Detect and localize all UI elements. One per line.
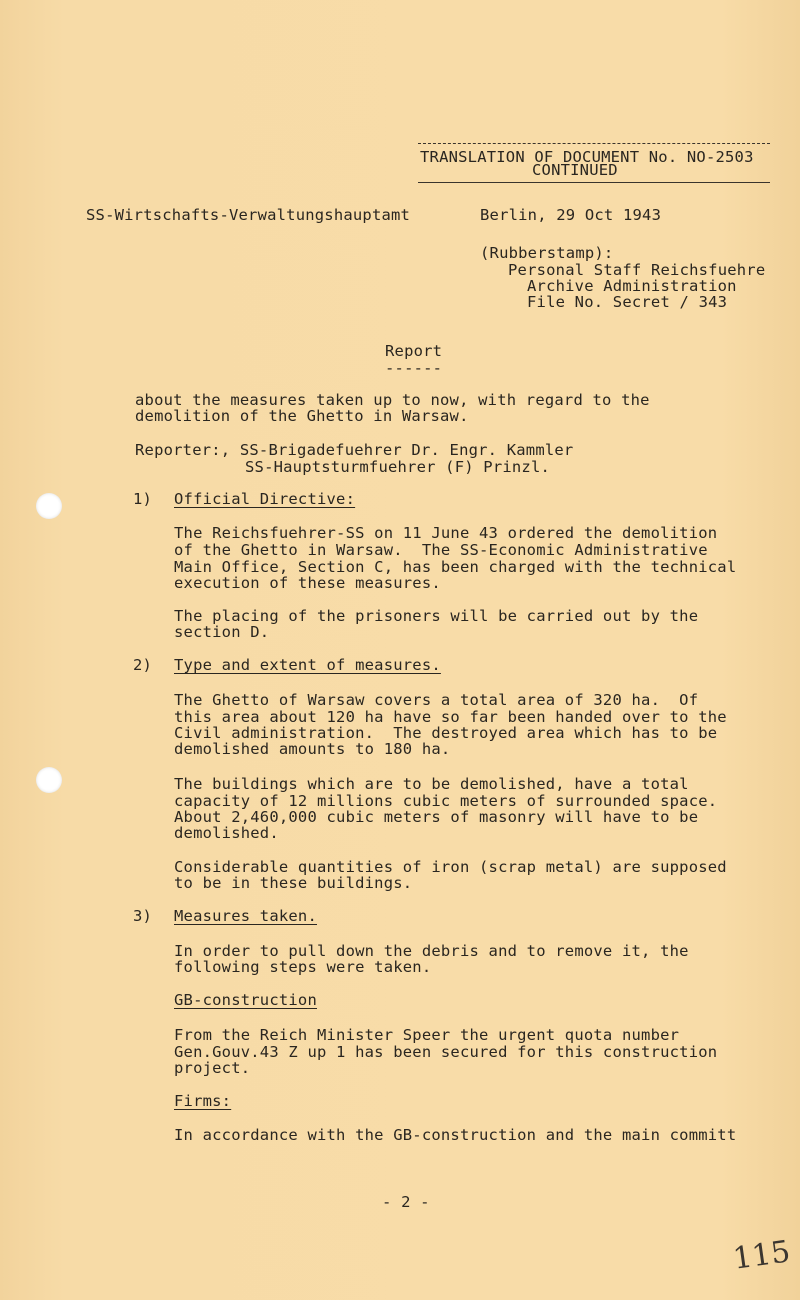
section-2-p1-line-2: this area about 120 ha have so far been handed over to the (174, 708, 727, 726)
section-2-p1-line-3: Civil administration. The destroyed area which has to be (174, 724, 718, 742)
punch-hole-lower (36, 767, 62, 793)
report-subject-line-2: demolition of the Ghetto in Warsaw. (135, 407, 469, 425)
section-2-p2-line-4: demolished. (174, 824, 279, 842)
section-3-p1-line-2: following steps were taken. (174, 958, 432, 976)
section-2-p3-line-1: Considerable quantities of iron (scrap metal) are supposed (174, 858, 727, 876)
document-title-continued: CONTINUED (532, 161, 618, 179)
document-title: TRANSLATION OF DOCUMENT No. NO-2503 (420, 148, 754, 166)
stamp-archive: Archive Administration (527, 277, 737, 295)
section-2-title: Type and extent of measures. (174, 656, 441, 674)
section-3-number: 3) (133, 907, 153, 925)
section-1-p2-line-2: section D. (174, 623, 270, 641)
page-number: - 2 - (382, 1193, 430, 1211)
stamp-staff: Personal Staff Reichsfuehre (508, 261, 766, 279)
firms-line-1: In accordance with the GB-construction and the main committ (174, 1126, 737, 1144)
stamp-label: (Rubberstamp): (480, 244, 614, 262)
gb-construction-line-2: Gen.Gouv.43 Z up 1 has been secured for this construction (174, 1043, 718, 1061)
sender-office: SS-Wirtschafts-Verwaltungshauptamt (86, 206, 411, 224)
section-1-title: Official Directive: (174, 490, 356, 508)
section-1-p2-line-1: The placing of the prisoners will be carried out by the (174, 607, 699, 625)
section-2-p1-line-4: demolished amounts to 180 ha. (174, 740, 451, 758)
header-bottom-rule (418, 182, 770, 183)
reporter-line-2: SS-Hauptsturmfuehrer (F) Prinzl. (245, 458, 551, 476)
section-2-p2-line-1: The buildings which are to be demolished, have a total (174, 775, 689, 793)
punch-hole-upper (36, 493, 62, 519)
place-date: Berlin, 29 Oct 1943 (480, 206, 662, 224)
section-2-p2-line-2: capacity of 12 millions cubic meters of surrounded space. (174, 792, 718, 810)
handwritten-page-number: 115 (730, 1234, 793, 1277)
section-1-number: 1) (133, 490, 153, 508)
section-1-p1-line-1: The Reichsfuehrer-SS on 11 June 43 ordered the demolition (174, 524, 718, 542)
section-1-p1-line-2: of the Ghetto in Warsaw. The SS-Economic Administrative (174, 541, 708, 559)
section-2-p2-line-3: About 2,460,000 cubic meters of masonry will have to be (174, 808, 699, 826)
section-2-p3-line-2: to be in these buildings. (174, 874, 413, 892)
gb-construction-heading: GB-construction (174, 991, 317, 1009)
section-1-p1-line-3: Main Office, Section C, has been charged with the technical (174, 558, 737, 576)
report-subject-line-1: about the measures taken up to now, with regard to the (135, 391, 650, 409)
report-heading: Report (385, 342, 443, 360)
report-heading-rule: ------ (385, 359, 443, 377)
header-top-rule (418, 143, 770, 144)
section-1-p1-line-4: execution of these measures. (174, 574, 441, 592)
firms-heading: Firms: (174, 1092, 232, 1110)
section-3-p1-line-1: In order to pull down the debris and to remove it, the (174, 942, 689, 960)
reporter-line-1: Reporter:, SS-Brigadefuehrer Dr. Engr. Kammler (135, 441, 574, 459)
gb-construction-line-1: From the Reich Minister Speer the urgent quota number (174, 1026, 680, 1044)
stamp-file-number: File No. Secret / 343 (527, 293, 728, 311)
section-2-p1-line-1: The Ghetto of Warsaw covers a total area of 320 ha. Of (174, 691, 699, 709)
section-2-number: 2) (133, 656, 153, 674)
gb-construction-line-3: project. (174, 1059, 251, 1077)
section-3-title: Measures taken. (174, 907, 317, 925)
